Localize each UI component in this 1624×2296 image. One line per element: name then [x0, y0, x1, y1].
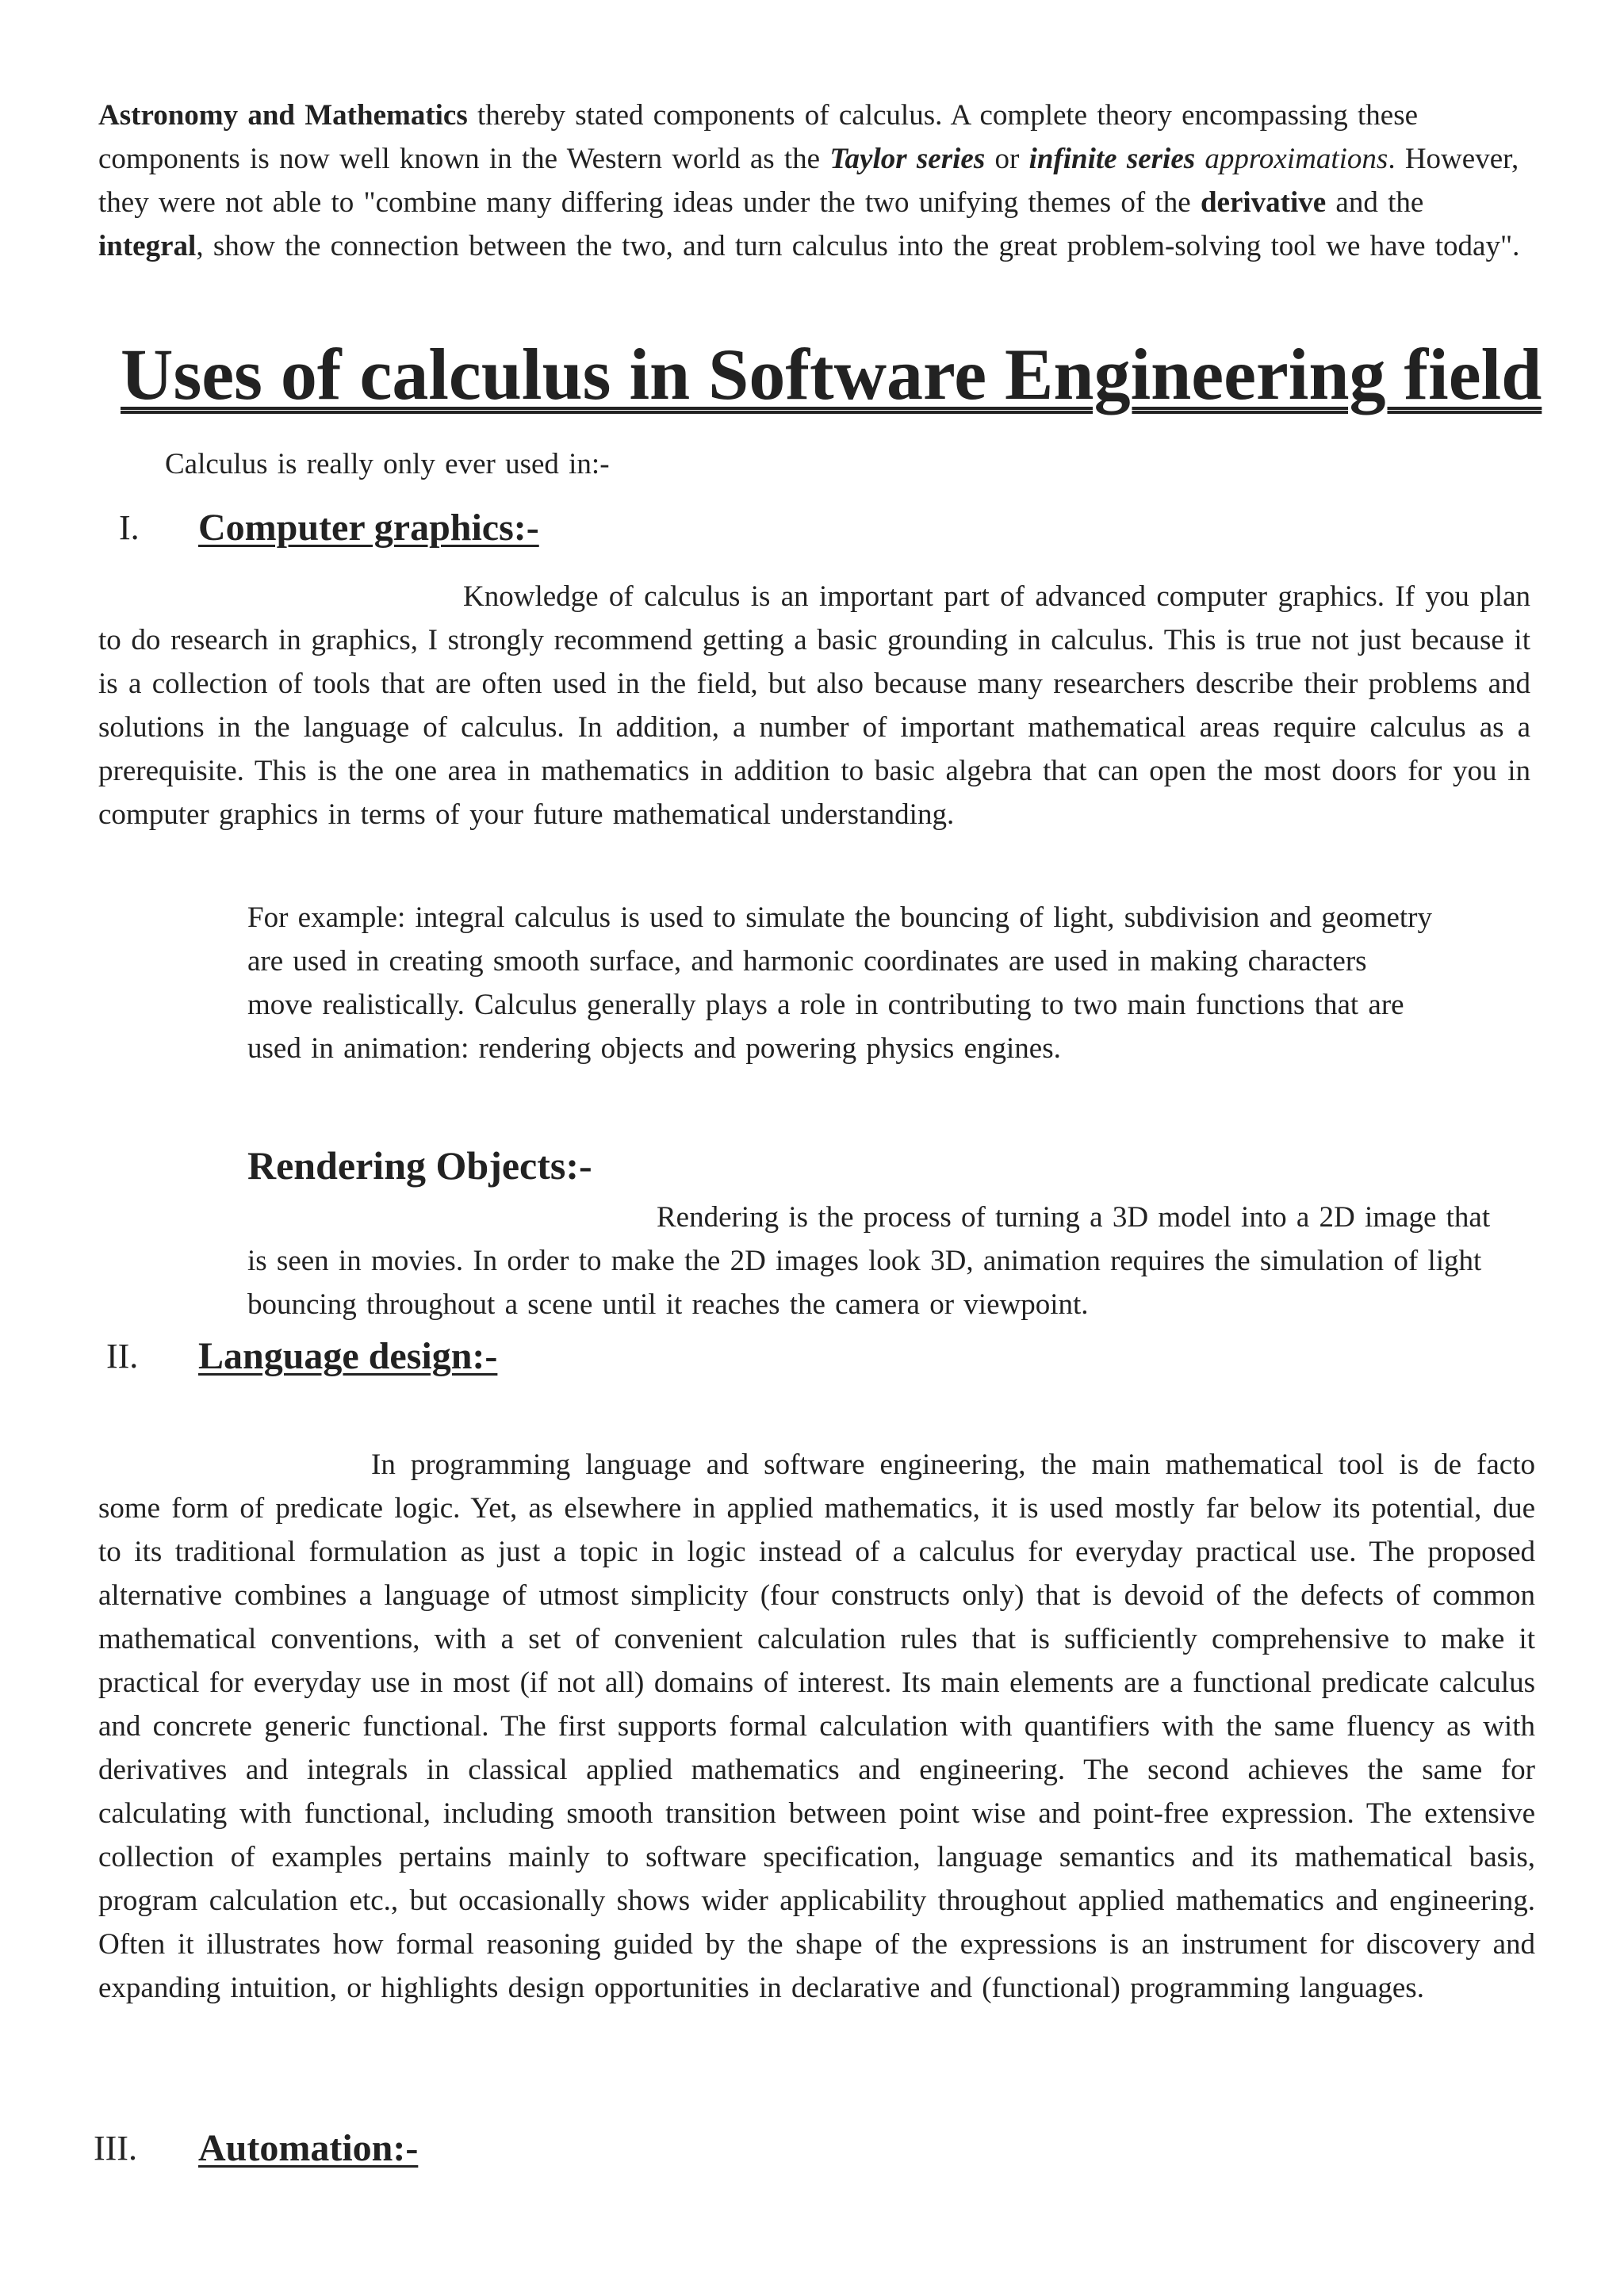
- infinite-series-term: infinite series: [1028, 143, 1196, 175]
- section-2-heading: Language design:-: [198, 1335, 498, 1377]
- section-1-example-text: For example: integral calculus is used to simulate the bouncing of light, subdivision and geometry are used in creating smooth surface, and harmonic coordinates are used in making characters move realistically. Calculus generally plays a role in contributing to two main functions that are used in animation: rendering objects and powering physics engines.: [247, 901, 1432, 1065]
- section-1-example: [247, 896, 1437, 1070]
- section-3-number: III.: [94, 2129, 137, 2168]
- rendering-objects-body: [247, 1196, 1500, 1326]
- lead-text: Calculus is really only ever used in:-: [165, 448, 610, 480]
- section-2-body: [98, 1443, 1535, 2010]
- section-1-body-text: Knowledge of calculus is an important part of advanced computer graphics. If you plan to do research in graphics, I strongly recommend getting a basic grounding in calculus. This is true not just because it is a collection of tools that are often used in the field, but also because many researchers describe their problems and solutions in the language of calculus. In addition, a number of important mathematical areas require calculus as a prerequisite. This is the one area in mathematics in addition to basic algebra that can open the most doors for you in computer graphics in terms of your future mathematical understanding.: [98, 580, 1530, 831]
- derivative-term: derivative: [1200, 186, 1327, 219]
- section-1-body: [98, 575, 1530, 836]
- section-3-heading: Automation:-: [198, 2127, 419, 2169]
- section-2-number: II.: [106, 1337, 139, 1376]
- intro-or: or: [985, 143, 1029, 175]
- intro-and-the: and the: [1326, 186, 1424, 219]
- intro-bold-phrase: Astronomy and Mathematics: [98, 99, 468, 132]
- page-title: Uses of calculus in Software Engineering field: [121, 334, 1542, 415]
- intro-paragraph: [98, 94, 1526, 268]
- taylor-series-term: Taylor series: [829, 143, 986, 175]
- section-1-heading: Computer graphics:-: [198, 507, 539, 549]
- intro-text-c: , show the connection between the two, and turn calculus into the great problem-solving tool we have today".: [196, 230, 1520, 262]
- rendering-objects-heading: Rendering Objects:-: [247, 1143, 592, 1188]
- section-2-body-text: In programming language and software engineering, the main mathematical tool is de facto some form of predicate logic. Yet, as elsewhere in applied mathematics, it is used mostly far below its potential, due to its traditional formulation as just a topic in logic instead of a calculus for everyday practical use. The proposed alternative combines a language of utmost simplicity (four constructs only) that is devoid of the defects of common mathematical conventions, with a set of convenient calculation rules that is sufficiently comprehensive to make it practical for everyday use in most (if not all) domains of interest. Its main elements are a functional predicate calculus and concrete generic functional. The first supports formal calculation with quantifiers with the same fluency as with derivatives and integrals in classical applied mathematics and engineering. The second achieves the same for calculating with functional, including smooth transition between point wise and point-free expression. The extensive collection of examples pertains mainly to software specification, language semantics and its mathematical basis, program calculation etc., but occasionally shows wider applicability throughout applied mathematics and engineering. Often it illustrates how formal reasoning guided by the shape of the expressions is an instrument for discovery and expanding intuition, or highlights design opportunities in declarative and (functional) programming languages.: [98, 1448, 1535, 2004]
- approximations-term: approximations: [1195, 143, 1388, 175]
- section-1-number: I.: [119, 508, 140, 547]
- integral-term: integral: [98, 230, 197, 262]
- intro-text-b: . However, they were not able to "combine many differing ideas under the two unifying themes of the: [98, 143, 1519, 219]
- intro-text-a: thereby stated components of calculus. A complete theory encompassing these components is now well known in the Western world as the: [98, 99, 1419, 175]
- rendering-objects-text: Rendering is the process of turning a 3D model into a 2D image that is seen in movies. In order to make the 2D images look 3D, animation requires the simulation of light bouncing throughout a scene until it reaches the camera or viewpoint.: [247, 1201, 1491, 1321]
